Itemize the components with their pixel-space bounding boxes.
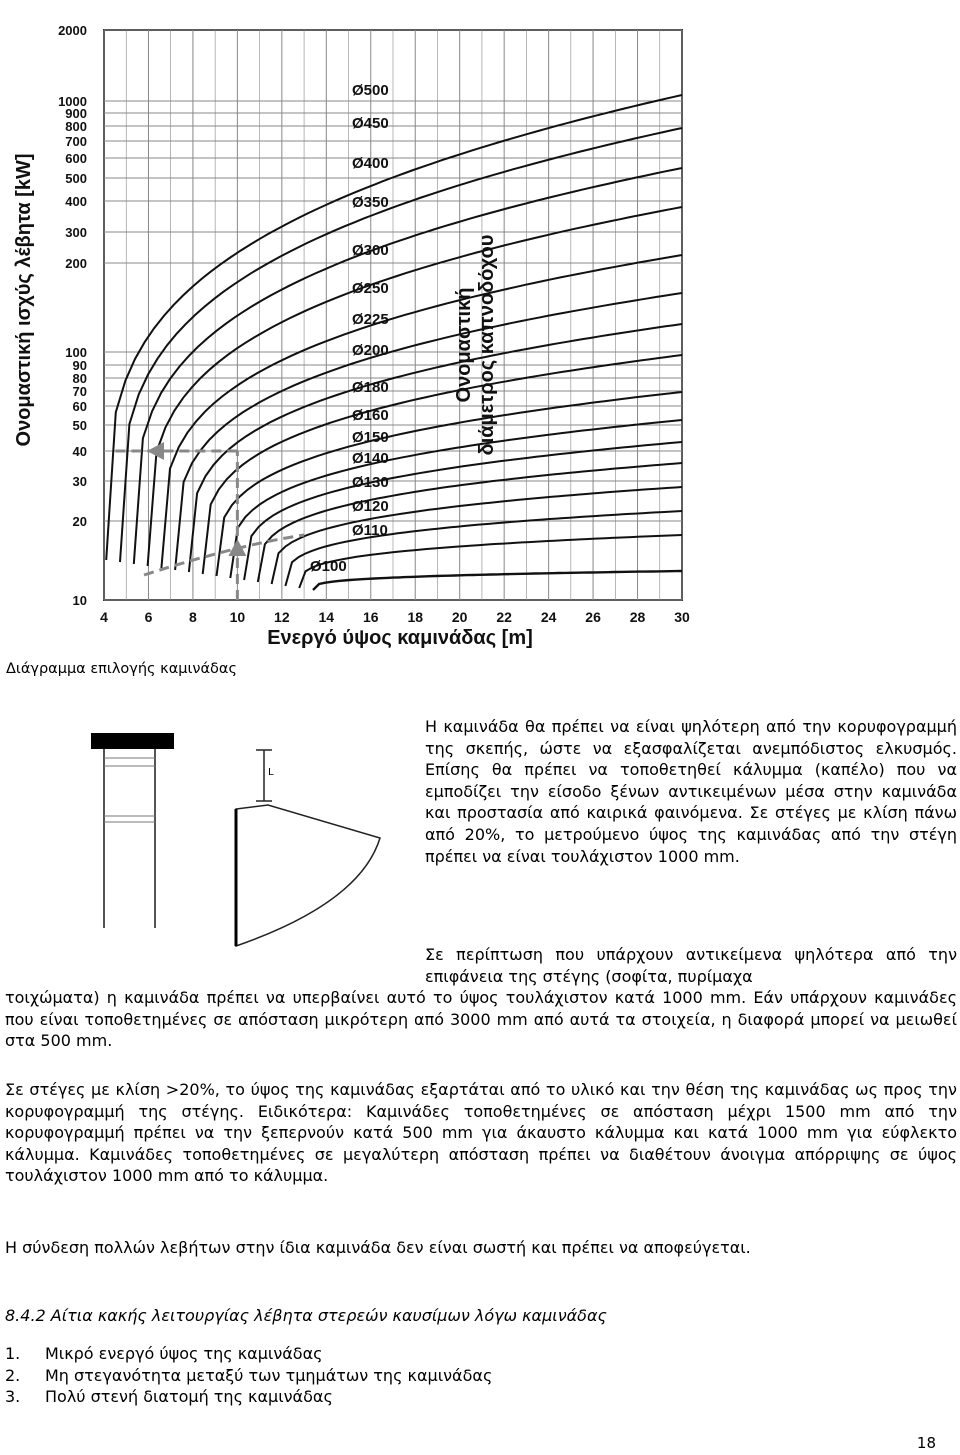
paragraph-chimney-height: Η καμινάδα θα πρέπει να είναι ψηλότερη από την κορυφογραμμή της σκεπής, ώστε να εξασφαλίζεται ανεμπόδιστος ελκυσμός. Επίσης θα πρέπει να τοποθετηθεί κάλυμμα (καπέλο) που να εμποδίζει την είσοδο ξένων αντικειμένων μέσα στην καμινάδα και προστασία από καιρικά φαινόμενα. Σε στέγες με κλίση πάνω από 20%, το μετρούμενο ύψος της καμινάδας από την στέγη πρέπει να είναι τουλάχιστον 1000 mm. (425, 717, 957, 866)
y-tick-label: 30 (72, 474, 87, 489)
paragraph-obstacles: τοιχώματα) η καμινάδα πρέπει να υπερβαίνει αυτό το ύψος τουλάχιστον κατά 1000 mm. Εάν υπάρχουν καμινάδες που είναι τοποθετημένες σε απόσταση μικρότερη από 3000 mm από αυτά τα στοιχεία, η διαφορά μπορεί να μειωθεί στα 500 mm. (5, 988, 957, 1051)
list-item: 1. Μικρό ενεργό ύψος της καμινάδας (5, 1344, 323, 1363)
x-tick-label: 28 (629, 609, 646, 625)
y-tick-label: 50 (72, 418, 87, 433)
chart-caption: Διάγραμμα επιλογής καμινάδας (6, 661, 237, 677)
y-tick-label: 40 (72, 444, 87, 459)
y-tick-label: 20 (72, 514, 87, 529)
series-label: Ø450 (352, 115, 389, 132)
y-tick-label: 600 (65, 151, 87, 166)
curve-d450 (120, 128, 682, 562)
series-label: Ø100 (310, 558, 347, 575)
series-legend-title-2: διάμετρος καπνοδόχου (476, 234, 498, 456)
curve-d100 (313, 571, 682, 590)
y-tick-label: 400 (65, 194, 87, 209)
series-label: Ø180 (352, 379, 389, 396)
curve-d180 (217, 392, 683, 576)
chimney-roof-figure (80, 728, 400, 958)
y-tick-label: 10 (72, 593, 87, 608)
chimney-selection-chart (0, 0, 960, 660)
y-tick-label: 1000 (58, 94, 87, 109)
series-label: Ø110 (352, 522, 388, 539)
list-item: 2. Μη στεγανότητα μεταξύ των τμημάτων της καμινάδας (5, 1365, 493, 1385)
series-label: Ø500 (352, 82, 389, 99)
paragraph-multiple-boilers: Η σύνδεση πολλών λεβήτων στην ίδια καμινάδα δεν είναι σωστή και πρέπει να αποφεύγεται. (5, 1238, 751, 1257)
chimney-cap (91, 733, 174, 749)
paragraph-obstacles-start: Σε περίπτωση που υπάρχουν αντικείμενα ψηλότερα από την επιφάνεια της στέγης (σοφίτα, πυρίμαχα (425, 945, 957, 986)
x-tick-label: 24 (540, 609, 557, 625)
series-label: Ø150 (352, 429, 389, 446)
example-curve (144, 535, 304, 575)
y-tick-label: 70 (72, 384, 87, 399)
roof-outline (236, 805, 380, 946)
y-tick-label: 100 (65, 345, 87, 360)
x-axis-title: Ενεργό ύψος καμινάδας [m] (267, 627, 533, 649)
series-label: Ø200 (352, 342, 389, 359)
x-tick-label: 12 (274, 609, 290, 625)
chart-series-labels (310, 82, 389, 575)
x-tick-label: 26 (585, 609, 601, 625)
y-tick-label: 2000 (58, 23, 87, 38)
x-tick-label: 22 (496, 609, 512, 625)
series-label: Ø130 (352, 474, 389, 491)
y-tick-label: 90 (72, 358, 87, 373)
y-tick-label: 500 (65, 171, 87, 186)
x-tick-label: 30 (674, 609, 690, 625)
y-tick-label: 900 (65, 106, 87, 121)
curve-d160 (230, 420, 682, 578)
y-tick-label: 200 (65, 256, 87, 271)
series-label: Ø160 (352, 407, 389, 424)
paragraph-steep-roofs: Σε στέγες με κλίση >20%, το ύψος της καμινάδας εξαρτάται από το υλικό και την θέση της καμινάδας ως προς την κορυφογραμμή της στέγης. Ειδικότερα: Καμινάδες τοποθετημένες σε απόσταση μέχρι 1500 mm από την κορυφογραμμή πρέπει να την ξεπερνούν κατά 500 mm για άκαυστο κάλυμμα και κατά 1000 mm για εύφλεκτο κάλυμμα. Καμινάδες τοποθετημένες σε μεγαλύτερη απόσταση πρέπει να διαθέτουν άνοιγμα απόρριψης σε ύψος τουλάχιστον 1000 mm από το κάλυμμα. (5, 1080, 957, 1186)
x-tick-label: 18 (407, 609, 424, 625)
dimension-label: L (268, 767, 274, 778)
y-tick-label: 800 (65, 119, 87, 134)
y-tick-label: 80 (72, 371, 87, 386)
series-label: Ø120 (352, 498, 389, 515)
series-label: Ø400 (352, 155, 389, 172)
x-tick-label: 4 (100, 609, 108, 625)
y-tick-label: 300 (65, 225, 87, 240)
x-tick-label: 8 (189, 609, 197, 625)
series-label: Ø140 (352, 450, 389, 467)
series-label: Ø350 (352, 194, 389, 211)
series-legend-title: Ονομαστική (453, 287, 475, 403)
series-label: Ø250 (352, 280, 389, 297)
y-tick-label: 700 (65, 134, 87, 149)
y-tick-label: 60 (72, 399, 87, 414)
x-tick-label: 6 (144, 609, 153, 625)
x-tick-label: 10 (229, 609, 246, 625)
list-item: 3. Πολύ στενή διατομή της καμινάδας (5, 1387, 333, 1407)
section-heading: 8.4.2 Αίτια κακής λειτουργίας λέβητα στερεών καυσίμων λόγω καμινάδας (5, 1306, 607, 1325)
y-axis-title: Ονομαστική ισχύς λέβητα [kW] (13, 153, 35, 447)
x-tick-label: 16 (362, 609, 379, 625)
series-label: Ø300 (352, 242, 389, 259)
page-number: 18 (916, 1434, 936, 1452)
x-tick-label: 20 (451, 609, 468, 625)
x-tick-label: 14 (318, 609, 335, 625)
series-label: Ø225 (352, 311, 389, 328)
causes-list (5, 1343, 492, 1408)
